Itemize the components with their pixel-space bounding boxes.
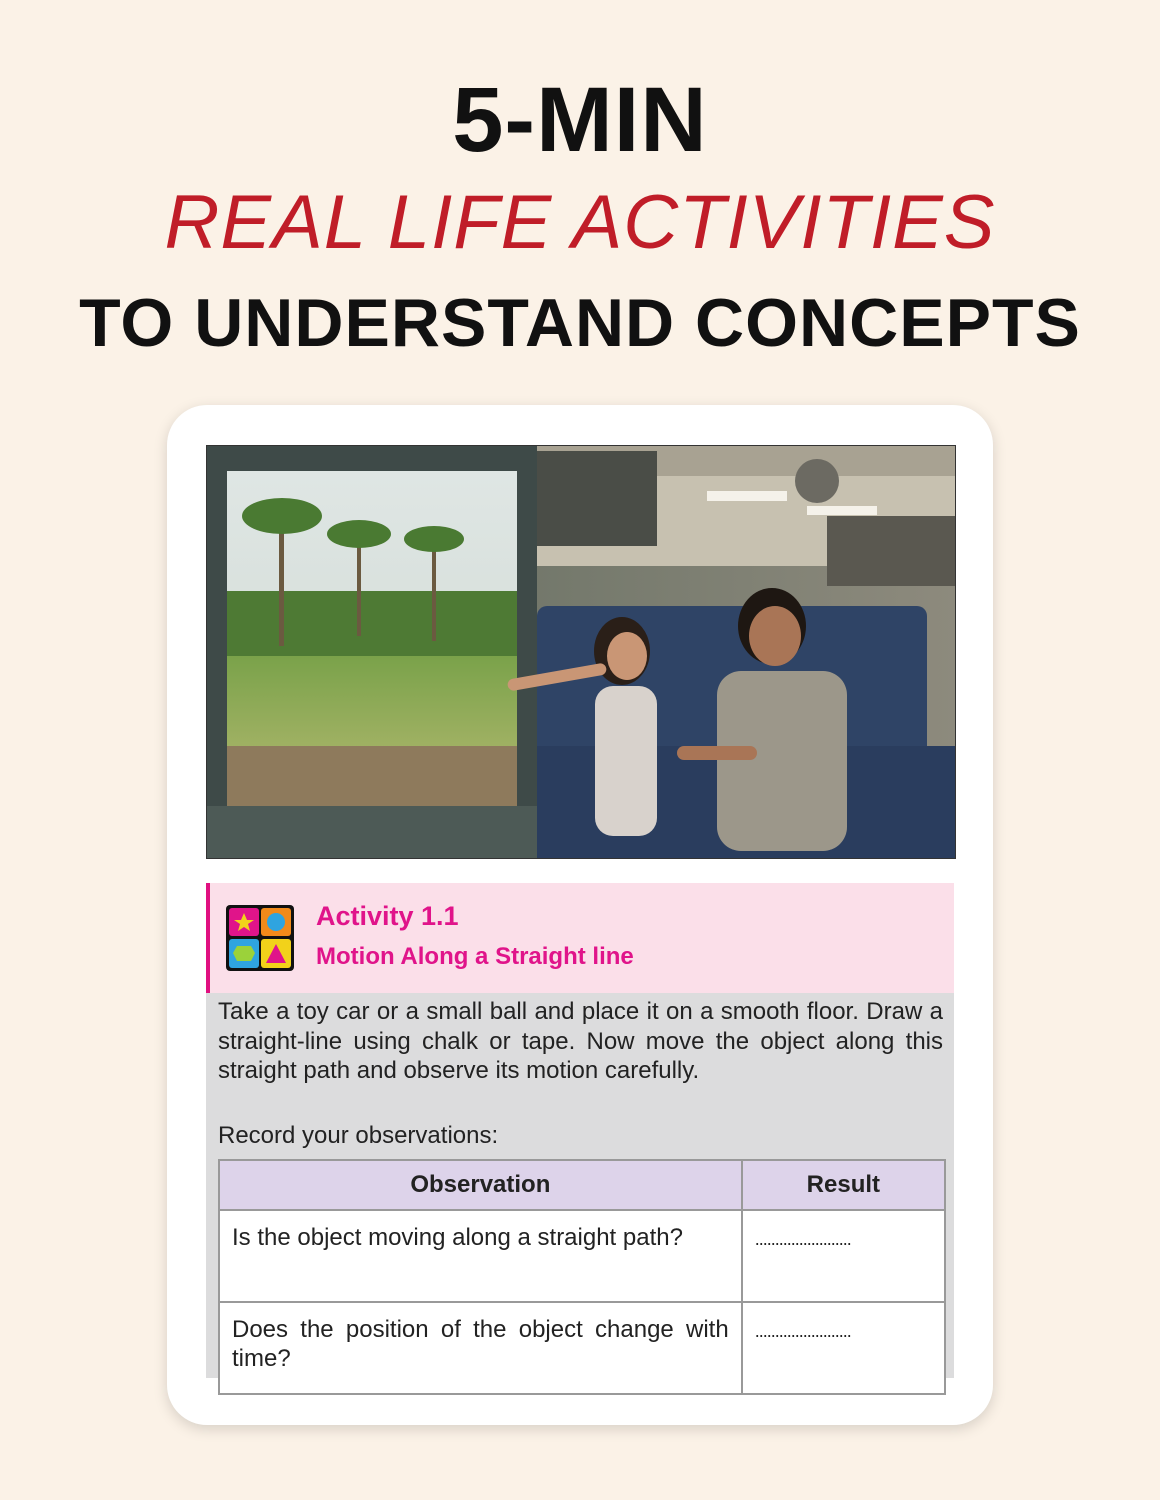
banner-accent-bar	[206, 883, 210, 993]
table-row	[219, 1302, 945, 1394]
observation-cell: Does the position of the object change with time?	[219, 1302, 742, 1394]
observation-prompt: Record your observations:	[218, 1122, 499, 1149]
result-cell[interactable]: ........................	[742, 1210, 945, 1302]
activity-number: Activity 1.1	[316, 901, 459, 931]
headline-line-2: REAL LIFE ACTIVITIES	[164, 180, 996, 265]
header-observation: Observation	[219, 1160, 742, 1210]
observation-table	[218, 1159, 946, 1395]
activity-instructions: Take a toy car or a small ball and place it on a smooth floor. Draw a straight-line using chalk or tape. Now move the object along this straight path and observe its motion carefully.	[218, 998, 943, 1084]
activity-body	[206, 993, 954, 1378]
header-result: Result	[742, 1160, 945, 1210]
observation-cell: Is the object moving along a straight path?	[219, 1210, 742, 1302]
headline-line-3: TO UNDERSTAND CONCEPTS	[79, 285, 1081, 361]
result-cell[interactable]: ........................	[742, 1302, 945, 1394]
headline-line-1: 5-MIN	[452, 69, 708, 171]
activity-title: Motion Along a Straight line	[316, 943, 634, 970]
table-header-row	[219, 1160, 945, 1210]
table-row	[219, 1210, 945, 1302]
train-window-photo	[206, 445, 956, 859]
shapes-blocks-icon	[226, 905, 294, 971]
activity-banner	[206, 883, 954, 993]
